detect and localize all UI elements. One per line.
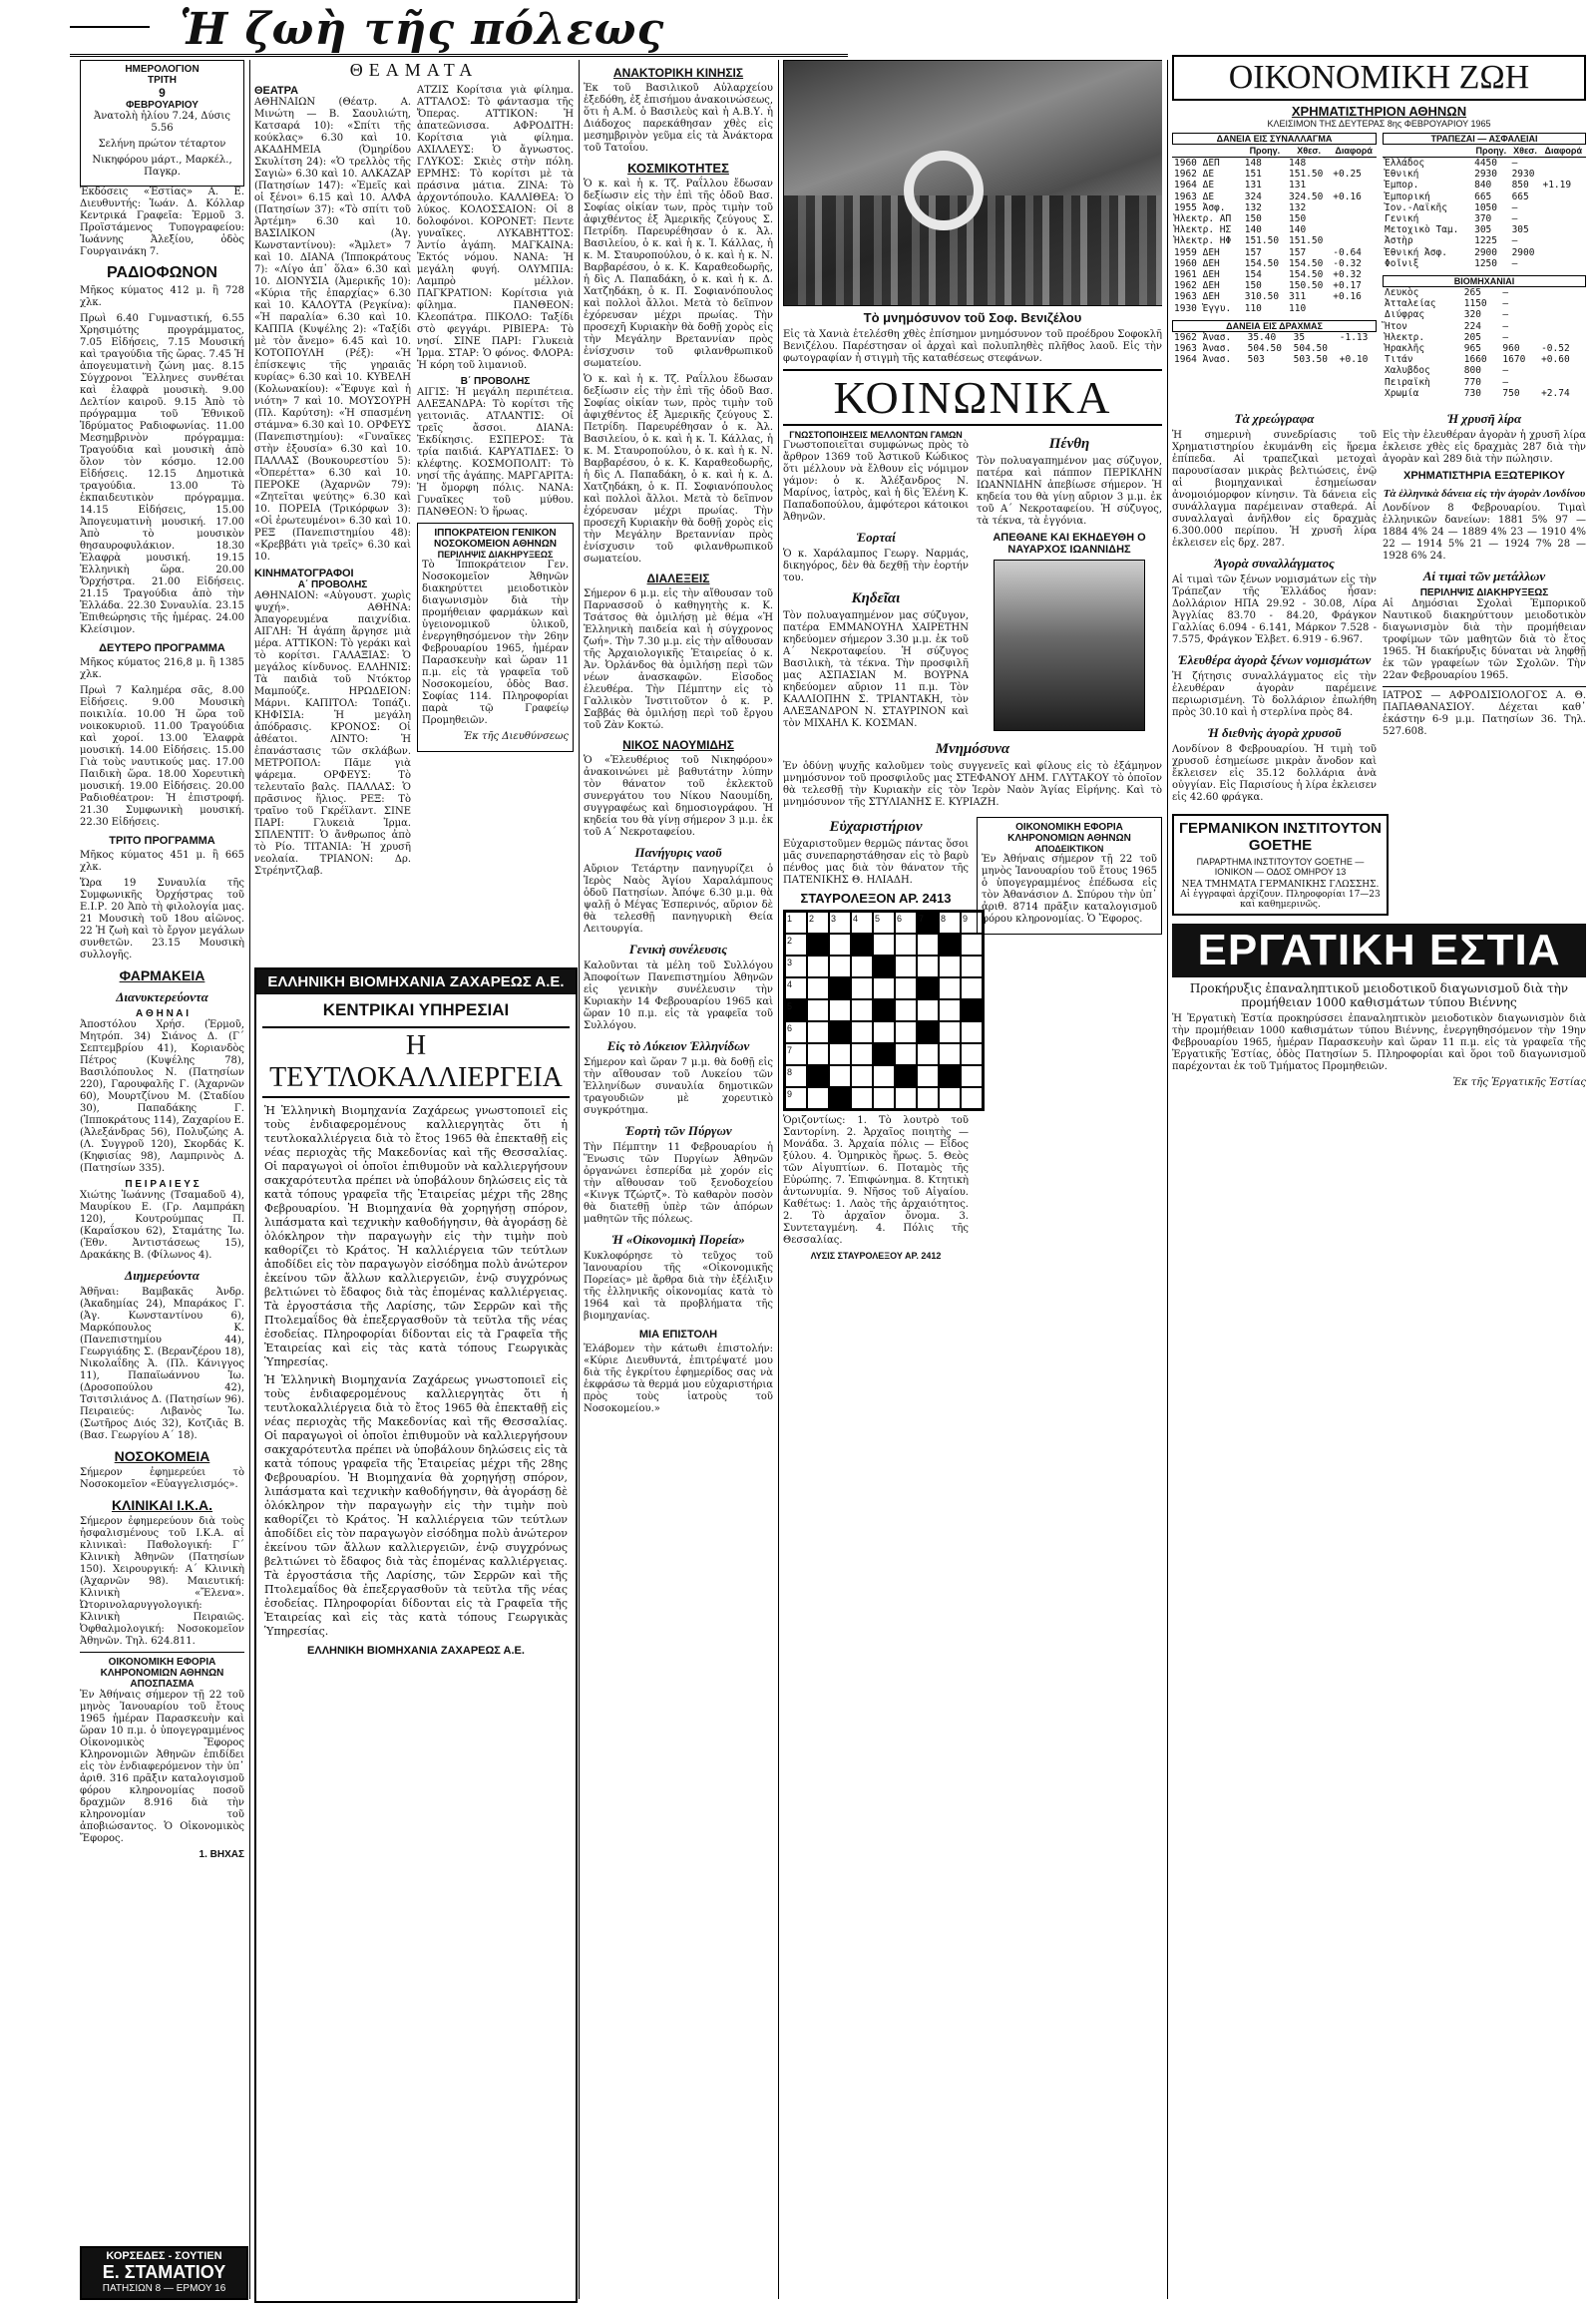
gold-market-text: Λονδίνον 8 Φεβρουαρίου. Ἡ τιμὴ τοῦ χρυσοῦ ἐσημείωσε μικρὰν ἄνοδον καὶ ἔκλεισεν εἰς 35.12 δολλάρια ἀνὰ οὐγγίαν. Εἰς Παρισίους ἡ λίρα ἐκλεισεν εἰς 42.60 φράγκα. [1172,744,1377,804]
table-row: 1962 ΔΕ 151 151.50 +0.25 [1174,169,1362,181]
crossword-cell [939,977,961,999]
society-heading: ΚΟΣΜΙΚΟΤΗΤΕΣ [627,161,729,176]
free-market-text: Ἡ ζήτησις συναλλάγματος εἰς τὴν ἐλευθέραν ἀγορὰν παρέμεινε περιωρισμένη. Τὸ δολλάριον ἐπωλήθη πρὸς 30.10 καὶ ἡ στερλίνα πρὸς 84. [1172,671,1377,719]
crossword-cell: 3 [785,956,807,977]
table-row: 1964 ΔΕ 131 131 [1174,180,1307,192]
column-4 [783,60,1162,2304]
crossword-cell [829,956,851,977]
crossword-heading: ΣΤΑΥΡΟΛΕΞΟΝ ΑΡ. 2413 [800,891,952,906]
crossword-cell [895,934,917,956]
tender-text: Αἱ Δημόσιαι Σχολαὶ Ἐμπορικοῦ Ναυτικοῦ διακηρύττουν μειοδοτικὸν διαγωνισμὸν διὰ τὴν προμήθειαν τροφίμων τῶν μαθητῶν διὰ τὸ ἔτος 1965. Ἡ διακήρυξις δύναται νὰ ληφθῇ ἐκ τῶν γραφείων τῶν Σχολῶν. Τὴν 22αν Φεβρουαρίου 1965. [1383,598,1586,682]
table-row: Ἰον.-Λαϊκῆς 1050 — [1385,201,1518,213]
photo-wreath [904,151,984,230]
table-row: 1960 ΔΕΠ 148 148 [1174,158,1307,169]
goethe-subtitle: ΠΑΡΑΡΤΗΜΑ ΙΝΣΤΙΤΟΥΤΟΥ GOETHE — ΙΟΝΙΚΟΝ — ΟΔΟΣ ΟΜΗΡΟΥ 13 [1196,857,1365,878]
feast-heading: Πανήγυρις ναοῦ [634,845,722,860]
col-yest: Χθεσ. [1287,145,1331,158]
calendar-saints: Νικηφόρου μάρτ., Μαρκέλ., Παγκρ. [92,155,232,178]
calendar-day-name: ΤΡΙΤΗ [148,75,177,86]
economic-life-title: ΟΙΚΟΝΟΜΙΚΗ ΖΩΗ [1172,55,1586,101]
table-row: Λευκὸς 265 — [1385,287,1509,299]
banks-heading: ΤΡΑΠΕΖΑΙ — ΑΣΦΑΛΕΙΑΙ [1383,133,1586,145]
namedays-heading: Ἑορταί [856,530,896,545]
table-row: 1930 Ἐγγυ. 110 110 [1174,302,1307,314]
crossword-cell [851,1043,873,1065]
crossword-cell [873,956,895,977]
crossword-cell: 5 [785,999,807,1021]
pharmacies-heading: ΦΑΡΜΑΚΕΙΑ [119,967,205,983]
table-row: Ἡλεκτρ. ΗΦ 151.50 151.50 [1174,235,1324,247]
crossword-cell [895,999,917,1021]
radio-program: Πρωὶ 6.40 Γυμναστική, 6.55 Χρησιμότης προγράμματος, 7.05 Εἰδήσεις, 7.15 Μουσική καὶ τραγούδια τῆς ὥρας. 7.45 Ἡ ἀπογευματινὴ ζώνη μας. 8.15 Σύγχρονοι Ἕλληνες συνθέται καὶ ἑλαφρὰ μουσικὴ. 9.00 Δελτίον καιροῦ. 9.15 Ἀπὸ τὸ πρόγραμμα τοῦ Ἐθνικοῦ Ἱδρύματος Ραδιοφωνίας. 11.00 Μεσημβρινὸν πρόγραμμα: Τραγούδια καὶ μουσικὴ ἀπὸ ὅλον τὸν κόσμο. 12.00 Εἰδήσεις. 12.15 Δημοτικὰ τραγούδια. 13.00 Τὸ ἐκπαιδευτικὸν πρόγραμμα. 14.15 Εἰδήσεις, 15.00 Ἀπογευματινὴ μουσική. 17.00 Ἀπὸ τὸ μουσικὸν θησαυροφυλάκιον. 18.30 Ἑλαφρὰ μουσική. 19.15 Ἐλληνικὴ ὥρα. 20.00 Ὄρχήστρα. 21.00 Εἰδήσεις. 21.15 Τραγούδια ἀπὸ τὴν Ἑλλάδα. 22.30 Συναυλία. 23.15 Ἐπιθεώρησις τῆς ἡμέρας. 24.00 Κλείσιμον. [80,313,244,635]
crossword-cell [851,1065,873,1087]
crossword-cell [873,977,895,999]
crossword-grid [783,910,985,1111]
calendar-month: ΦΕΒΡΟΥΑΡΙΟΥ [126,100,199,111]
stock-exchange-subheading: ΚΛΕΙΣΙΜΟΝ ΤΗΣ ΔΕΥΤΕΡΑΣ 8ης ΦΕΒΡΟΥΑΡΙΟΥ 1965 [1267,119,1491,129]
doctor-notice: ΙΑΤΡΟΣ — ΑΦΡΟΔΙΣΙΟΛΟΓΟΣ Α. Θ. ΠΑΠΑΘΑΝΑΣΙΟΥ. Δέχεται καθ᾽ ἑκάστην 6-9 μ.μ. Πατησίων 36. Τηλ. 527.608. [1383,686,1586,738]
stock-exchange-heading: ΧΡΗΜΑΤΙΣΤΗΡΙΟΝ ΑΘΗΝΩΝ [1291,104,1467,119]
pharmacies-athens-heading: Α Θ Η Ν Α Ι [136,1008,189,1019]
crossword-cell [851,1087,873,1109]
tax-office-text: Ἐν Ἀθήναις σήμερον τῇ 22 τοῦ μηνὸς Ἰανουαρίου τοῦ ἔτους 1965 ἡμέραν Παρασκευὴν καὶ ὥραν 10 π.μ. ὁ ὑπογεγραμμένος Οἰκονομικὸς Ἔφορος Κληρονομιῶν Ἀθηνῶν ἐπιδίδει εἰς τὸν ἐνδιαφερόμενον τὴν ὑπ᾽ ἀριθ. 316 πρᾶξιν καταλογισμοῦ φόρου κληρονομίας ποσοῦ δραχμῶν 8.916 διὰ τὴν κληρονομίαν τοῦ ἀποβιώσαντος. Ὁ Οἰκονομικὸς Ἔφορος. [80,1690,244,1844]
column-3 [584,60,773,2304]
london-loans-heading: Τὰ ἑλληνικὰ δάνεια εἰς τὴν ἀγορὰν Λονδίνου [1383,488,1586,501]
gold-sovereign-heading: Ἡ χρυσῆ λίρα [1446,411,1522,427]
crossword-cell [939,1065,961,1087]
table-row: Ἑλλάδος 4450 — [1385,158,1518,169]
calendar-day-number: 9 [159,86,166,100]
mourning-heading: Πένθη [1048,436,1090,452]
palace-news-heading: ΑΝΑΚΤΟΡΙΚΗ ΚΙΝΗΣΙΣ [612,66,744,80]
radio-frequency: Μῆκος κύματος 412 μ. ἢ 728 χλκ. [80,285,244,308]
workers-hearth-text: Ἡ Ἐργατικὴ Ἑστία προκηρύσσει ἐπαναληπτικὸν μειοδοτικὸν διαγωνισμὸν διὰ τὴν προμήθειαν 1000 καθισμάτων τύπου Βιέννης, ἐνεργηθησόμενον τὴν 19ην Φεβρουαρίου 1965, ἡμέραν Παρασκευὴν καὶ ὥραν 11 π.μ. εἰς τὰ γραφεῖα τῆς Ἐργατικῆς Ἑστίας, ὁδὸς Πατησίων 5. Πληροφορίαι καὶ ὅροι τοῦ διαγωνισμοῦ παρέχονται ἐκ τοῦ Τμήματος Προμηθειῶν. [1172,1013,1586,1073]
pharmacies-piraeus: Χιώτης Ἰωάννης (Τσαμαδοῦ 4), Μαυρίκου Ε. (Γρ. Λαμπράκη 120), Κουτρούμπας Π. (Καραΐσκου 62), Σταμάτης Ἰω. (Ἐθν. Ἀντιστάσεως 15), Δρακάκης Β. (Φίλωνος 4). [80,1190,244,1261]
crossword-cell [895,1065,917,1087]
hospital-notice-text: Τὸ Ἱπποκράτειον Γεν. Νοσοκομεῖον Ἀθηνῶν διακηρύττει μειοδοτικὸν διαγωνισμὸν διὰ τὴν προμήθειαν φαρμάκων καὶ ὑγειονομικοῦ ὑλικοῦ, ἐνεργηθησόμενον τὴν 26ην Φεβρουαρίου 1965, ἡμέραν Παρασκευὴν καὶ ὥραν 11 π.μ. εἰς τὰ γραφεῖα τοῦ Νοσοκομείου, ὁδὸς Βασ. Σοφίας 114. Πληροφορίαι παρὰ τῷ Γραφείῳ Προμηθειῶν. [422,560,569,726]
hospital-notice [417,523,574,752]
col-diff: Διαφορά [1331,145,1377,158]
tax-notice-text: Ἐν Ἀθήναις σήμερον τῇ 22 τοῦ μηνὸς Ἰανουαρίου τοῦ ἔτους 1965 ὁ ὑπογεγραμμένος ἐπέδωσα εἰς τὸν Ἀθανάσιον Δ. Σπύρου τὴν ὑπ᾽ ἀριθ. 8714 πρᾶξιν καταλογισμοῦ φόρου κληρονομίας. Ὁ Ἔφορος. [982,854,1157,925]
banks-table: Προηγ. Χθεσ. Διαφορά Ἑλλάδος 4450 — Ἐθνική 2930 2930 Ἐμπορ. 840 850 +1.19 Ἐμπορική 665 665 Ἰον.-Λαϊκῆς 1050 — Γενική 370 — Μετοχικὸ Ταμ. 305 305 Ἀστὴρ 1225 — Ἐθνική Ἀσφ. 2900 2900 Φοῖνιξ 1250 — [1383,145,1586,269]
table-row: Γενική 370 — [1385,213,1518,225]
metals-heading: Αἱ τιμαὶ τῶν μετάλλων [1422,569,1546,584]
table-row: Ἀτταλείας 1150 — [1385,298,1509,310]
crossword-cell [939,956,961,977]
workers-hearth-title: ΕΡΓΑΤΙΚΗ ΕΣΤΙΑ [1172,924,1586,977]
crossword-cell: 3 [829,912,851,934]
crossword-cell [895,956,917,977]
drachma-loans-table [1172,332,1377,366]
first-run-list: ΑΘΗΝΑΙΟΝ: «Αὐγουστ. χωρὶς ψυχή». ΑΘΗΝΑ: Ἀπαγορευμένα παιχνίδια. ΑΙΓΛΗ: Ἡ ἀγάπη ἄργησε μιὰ μέρα. ΑΤΤΙΚΟΝ: Τὸ γεράκι καὶ τὸ κορίτσι. ΓΑΛΑΞΙΑΣ: Ὁ μεγάλος κίνδυνος. ΕΛΛΗΝΙΣ: Τὰ παιδιὰ τοῦ Ντόκτορ Μαμπούζε. ΗΡΩΔΕΙΟΝ: Μάρνι. ΚΑΠΙΤΟΛ: Τοπάζι. ΚΗΦΙΣΙΑ: Ἡ μεγάλη ἀπόδρασις. ΚΡΟΝΟΣ: Οἱ ἀθέατοι. ΛΙΝΤΟ: Ἡ ἐπανάστασις τῶν σκλάβων. ΜΕΤΡΟΠΟΛ: Πᾶμε γιὰ ψάρεμα. ΟΡΦΕΥΣ: Τὸ τελευταῖο βαλς. ΠΑΛΛΑΣ: Ὁ πρᾶσινος ἥλιος. ΡΕΞ: Τὸ τραῖνο τοῦ Γκρέϊλαντ. ΣΙΝΕ ΠΑΡΙ: Γλυκειὰ Ἰρμα. ΣΠΛΕΝΤΙΤ: Ὁ ἄνθρωπος ἀπὸ τὸ Ρίο. ΤΙΤΑΝΙΑ: Ἡ χρυσῆ νεολαία. ΤΡΙΑΝΟΝ: Δρ. Στρέηντζλαβ. [254,590,411,877]
palace-news-text: Ἐκ τοῦ Βασιλικοῦ Αὐλαρχείου ἐξεδόθη, ἐξ ἐπισήμου ἀνακοινώσεως, ὅτι ἡ Α.Μ. ὁ Βασιλεὺς καὶ ἡ Α.Β.Υ. ἡ Διάδοχος παρεκάθησαν χθὲς εἰς μεσημβρινὸν γεῦμα εἰς τὰ Ἀνάκτορα τοῦ Τατοΐου. [584,83,773,154]
securities-heading: Τὰ χρεώγραφα [1234,411,1315,427]
crossword-cell [851,977,873,999]
crossword-cell [895,1043,917,1065]
memorials-heading: Μνημόσυνα [935,741,1010,757]
hospitals-heading: ΝΟΣΟΚΟΜΕΙΑ [114,1448,210,1464]
crossword-cell: 7 [785,1043,807,1065]
column-5 [1172,55,1586,2299]
crossword-cell: 1 [785,912,807,934]
crossword-cell [873,1087,895,1109]
fx-loans-table [1172,145,1377,314]
crossword-cell [807,1065,829,1087]
industries-table [1383,287,1586,399]
obituary-heading: ΝΙΚΟΣ ΝΑΟΥΜΙΔΗΣ [622,738,734,752]
crossword-cell [917,1043,939,1065]
free-market-heading: Ἐλευθέρα ἀγορὰ ξένων νομισμάτων [1177,652,1372,668]
memorial-text: Εἰς τὰ Χανιὰ ἐτελέσθη χθὲς ἐπίσημον μνημόσυνον τοῦ προέδρου Σοφοκλῆ Βενιζέλου. Παρέστησαν οἱ ἀρχαὶ καὶ πολυπληθὲς πλῆθος λαοῦ. Εἰς τὴν φωτογραφίαν ἡ στιγμὴ τῆς καταθέσεως στεφάνων. [783,329,1162,364]
second-run-heading: Β΄ ΠΡΟΒΟΛΗΣ [460,376,531,387]
hospital-notice-signature: Ἐκ τῆς Διευθύνσεως [463,731,569,742]
workers-hearth-signature: Ἐκ τῆς Ἐργατικῆς Ἑστίας [1452,1077,1586,1089]
lyceum-text: Σήμερον καὶ ὥραν 7 μ.μ. θὰ δοθῇ εἰς τὴν αἴθουσαν τοῦ Λυκείου τῶν Ἑλληνίδων συναυλία δημοτικῶν τραγουδιῶν μὲ χορευτικὸ συγκρότημα. [584,1057,773,1116]
theatres-list: ΑΘΗΝΑΙΩΝ (Θέατρ. Α. Μινώτη — Β. Σαουλιώτη, Κατσαρά 10): «Σπίτι τῆς κούκλας» 6.30 καὶ 10. ΑΚΑΔΗΜΕΙΑ (Ὀμηρίδου Σκυλίτση 24): «Ὁ τρελλὸς τῆς Σαγιὼ» 6.30 καὶ 10. ΑΛΚΑΖΑΡ (Πατησίων 147): «Ἐμεῖς καὶ οἱ ξένοι» 6.15 καὶ 10. ΑΛΦΑ (Πατησίων 37): «Τὸ σπίτι τοῦ Ἀρτέμη» 6.30 καὶ 10. ΒΑΣΙΛΙΚΟΝ (Ἀγ. Κωνσταντίνου): «Ἄμλετ» 7 καὶ 10. ΔΙΑΝΑ (Ἱπποκράτους 7): «Λίγο ἀπ᾽ ὅλα» 6.30 καὶ 10. ΔΙΟΝΥΣΙΑ (Ἀμερικῆς 10): «Κύρια τῆς ἐπαρχίας» 6.30 καὶ 10. ΚΑΛΟΥΤΑ (Ρεγκίνα): «Ἡ παραλία» 6.30 καὶ 10. ΚΑΠΠΑ (Κυψέλης 2): «Ταξίδι μὲ τὸν ἄνεμο» 6.45 καὶ 10. ΚΟΤΟΠΟΥΛΗ (Ρέξ): «Ἡ ἐπίσκεψις τῆς γηραιᾶς κυρίας» 6.30 καὶ 10. ΚΥΒΕΛΗ (Κολωνακίου): «Ἔφυγε καὶ ἡ νιότη» 7 καὶ 10. ΜΟΥΣΟΥΡΗ (Πλ. Καρύτση): «Ἡ σπασμένη στάμνα» 6.30 καὶ 10. ΟΡΦΕΥΣ (Πανεπιστημίου): «Γυναῖκες στὴν ἐξουσία» 6.30 καὶ 10. ΠΑΛΛΑΣ (Βουκουρεστίου 5): «Ὀπερέττα» 6.30 καὶ 10. ΠΕΡΟΚΕ (Ἀχαρνῶν 79): «Ζητεῖται ψεύτης» 6.30 καὶ 10. ΠΟΡΕΙΑ (Τρικόρφων 3): «Οἱ ἐρωτευμένοι» 6.30 καὶ 10. ΡΕΞ (Πανεπιστημίου 48): «Κρεββάτι γιὰ τρεῖς» 6.30 καὶ 10. [254,97,411,563]
calendar-box [80,60,244,187]
col-prev: Προηγ. [1243,145,1287,158]
crossword-cell [807,1087,829,1109]
crossword-cell [829,1021,851,1043]
first-run-heading: Α΄ ΠΡΟΒΟΛΗΣ [297,579,368,590]
crossword-cell [873,1021,895,1043]
crossword-cell [829,977,851,999]
third-program-heading: ΤΡΙΤΟ ΠΡΟΓΡΑΜΜΑ [109,835,215,847]
table-row: 1962 Ἀνασ. 35.40 35 -1.13 [1174,331,1369,343]
crossword-cell [829,1065,851,1087]
table-row: Χαλυβδος 800 — [1385,365,1509,377]
corset-ad-line3: ΠΑΤΗΣΙΩΝ 8 — ΕΡΜΟΥ 16 [102,2283,226,2294]
third-program-text: Ὥρα 19 Συναυλία τῆς Συμφωνικῆς Ὀρχήστρας τοῦ Ε.Ι.Ρ. 20 Ἀπὸ τὴ φιλολογία μας. 21 Μουσικὴ τοῦ 18ου αἰῶνος. 22 Ἡ ζωὴ καὶ τὸ ἔργον μεγάλων συνθετῶν. 23.15 Μουσικὴ συλλογῆς. [80,878,244,961]
lyceum-heading: Εἰς τὸ Λύκειον Ἑλληνίδων [606,1038,750,1053]
crossword-cell [807,1043,829,1065]
memorial-caption: Τὸ μνημόσυνον τοῦ Σοφ. Βενιζέλου [863,310,1082,325]
second-program-text: Πρωὶ 7 Καλημέρα σᾶς, 8.00 Εἰδήσεις. 9.00 Μουσικὴ ποικιλία. 10.00 Ἡ ὥρα τοῦ νοικοκυριοῦ. 11.00 Τραγούδια καὶ χοροί. 13.00 Ἑλαφρὰ μουσική. 14.00 Εἰδήσεις. 15.00 Γιὰ τοὺς ναυτικούς μας. 17.00 Παιδικὴ ὥρα. 18.00 Χορευτικὴ μουσική. 19.00 Εἰδήσεις. 20.00 Ραδιοθέατρον: Ἡ ἐπιστροφή. 21.30 Συμφωνικὴ μουσική. 22.30 Εἰδήσεις. [80,685,244,828]
crossword-cell [917,977,939,999]
crossword-cell [829,1087,851,1109]
crossword-cell [873,934,895,956]
crossword-cell [829,934,851,956]
lectures-text: Σήμερον 6 μ.μ. εἰς τὴν αἴθουσαν τοῦ Παρνασσοῦ ὁ καθηγητὴς κ. Κ. Τσάτσος θὰ ὁμιλήσῃ μὲ θέμα «Ἡ Ἑλληνικὴ παιδεία καὶ ἡ σύγχρονος ζωή». Τὴν 7.30 μ.μ. εἰς τὴν αἴθουσαν τῆς Ἀρχαιολογικῆς Ἑταιρείας ὁ κ. Ἀν. Ὀρλάνδος θὰ ὁμιλήσῃ περὶ τῶν νέων ἀνασκαφῶν. Εἰσοδος ἐλευθέρα. Τὴν Πέμπτην εἰς τὸ Γαλλικὸν Ἰνστιτοῦτον ὁ κ. Ρ. Σαββάς θὰ ὁμιλήσῃ περὶ τοῦ ἔργου τοῦ Ζὰν Κοκτώ. [584,588,773,731]
society-text-continued: Ὁ κ. καὶ ἡ κ. Τζ. Ραΐλλου ἔδωσαν δεξίωσιν εἰς τὴν ἐπὶ τῆς ὁδοῦ Βασ. Σοφίας οἰκίαν των, πρὸς τιμὴν τοῦ ἀφιχθέντος ἐξ Ἀμερικῆς ζεύγους Σ. Πετρίδη. Παρευρέθησαν ὁ κ. Ἀλ. Βασιλείου, ὁ κ. καὶ ἡ κ. Ἰ. Κάλλας, ἡ κ. Μ. Σταυροπούλου, ὁ κ. καὶ ἡ κ. Ν. Βαρβαρέσου, ὁ κ. Κ. Καραθεοδωρῆς, ἡ δὶς Λ. Παπαδάκη, ὁ κ. καὶ ἡ κ. Δ. Χατζηδάκη, ὁ κ. Π. Σοφιανόπουλος καὶ πολλοὶ ἄλλοι. Μετὰ τὸ δεῖπνον ἐχόρευσαν μέχρι πρωίας. Τὴν προσεχῆ Κυριακὴν θὰ δοθῇ χορὸς εἰς τὴν Μεγάλην Βρεταννίαν πρὸς ἐνίσχυσιν τοῦ φιλανθρωπικοῦ σωματείου. [584,374,773,565]
goethe-text: ΝΕΑ ΤΜΗΜΑΤΑ ΓΕΡΜΑΝΙΚΗΣ ΓΛΩΣΣΗΣ. Αἱ ἐγγραφαὶ ἀρχίζουν. Πληροφορίαι 17—23 καὶ καθημερινῶς. [1180,880,1381,911]
crossword-cell [917,1087,939,1109]
goethe-title: ΓΕΡΜΑΝΙΚΟΝ ΙΝΣΤΙΤΟΥΤΟΝ GOETHE [1178,820,1383,855]
table-row: 1961 ΔΕΗ 154 154.50 +0.32 [1174,269,1362,281]
table-row: Μετοχικὸ Ταμ. 305 305 [1385,224,1529,236]
crossword-cell: 6 [895,912,917,934]
tax-notice-heading: ΟΙΚΟΝΟΜΙΚΗ ΕΦΟΡΙΑ ΚΛΗΡΟΝΟΜΙΩΝ ΑΘΗΝΩΝ [1007,822,1131,844]
mourning-text: Τὸν πολυαγαπημένον μας σύζυγον, πατέρα καὶ πάππον ΠΕΡΙΚΛΗΝ ΙΩΑΝΝΙΔΗΝ ἀπεβίωσε σήμερον. Ἡ κηδεία του θὰ γίνῃ αὔριον 3 μ.μ. ἐκ τοῦ Α΄ Νεκροταφείου. Ἡ σύζυγος, τὰ τέκνα, τὰ ἐγγόνια. [977,456,1162,527]
crossword-cell [917,1065,939,1087]
crossword-cell: 9 [785,1087,807,1109]
crossword-cell [939,999,961,1021]
column-2 [254,60,574,958]
industries-heading: ΒΙΟΜΗΧΑΝΙΑΙ [1383,275,1586,287]
table-row: Φοῖνιξ 1250 — [1385,257,1518,269]
economic-review-heading: Ἡ «Οἰκονομικὴ Πορεία» [611,1232,745,1247]
crossword-cell [851,999,873,1021]
hospital-notice-subheading: ΠΕΡΙΛΗΨΙΣ ΔΙΑΚΗΡΥΞΕΩΣ [437,550,554,560]
publisher-note: Ἐκδόσεις «Ἑστίας» Α. Ε. Διευθυντής: Ἰωάν. Δ. Κόλλαρ Κεντρικά Γραφεῖα: Ἑρμοῦ 3. Προϊστάμενος Τυπογραφείου: Ἰωάννης Ἀλεξίου, ὁδὸς Γουργαινάκη 7. [80,187,244,257]
cinemas-list-continued: ΑΤΖΙΣ Κορίτσια γιὰ φίλημα. ΑΤΤΑΛΟΣ: Τὸ φάντασμα τῆς Ὄπερας. ΑΤΤΙΚΟΝ: Ἡ ἀπατεῶνισσα. ΑΦΡΟΔΙΤΗ: Κορίτσια γιὰ φίλημα. ΑΧΙΛΛΕΥΣ: Ὁ ἄγνωστος. ΓΛΥΚΟΣ: Σκιὲς στὴν πόλη. ΕΡΜΗΣ: Τὸ κορίτσι μὲ τὰ πράσινα μάτια. ΖΙΝΑ: Τὸ ἀρχοντόπουλο. ΚΑΛΛΙΘΕΑ: Ὁ λύκος. ΚΟΛΟΣΣΑΙΟΝ: Οἱ 8 δολοφόνοι. ΚΟΡΟΝΕΤ: Πεντε γυναῖκες. ΛΥΚΑΒΗΤΤΟΣ: Ἀντίο ἀγάπη. ΜΑΓΚΑΙΝΑ: Ἐκτός νόμου. ΝΑΝΑ: Ἡ μεγάλη φυγή. ΟΛΥΜΠΙΑ: Λαμπρὸ μέλλον. ΠΑΓΚΡΑΤΙΟΝ: Κορίτσια γιὰ φίλημα. ΠΑΝΘΕΟΝ: Κλεοπάτρα. ΠΙΚΟΛΟ: Ταξίδι στὸ φεγγάρι. ΡΙΒΙΕΡΑ: Τὸ νησί. ΣΙΝΕ ΠΑΡΙ: Γλυκειὰ Ἰρμα. ΣΤΑΡ: Ὁ φόνος. ΦΛΟΡΑ: Ἡ κόρη τοῦ λιμανιοῦ. [417,85,574,371]
drachma-loans-heading: ΔΑΝΕΙΑ ΕΙΣ ΔΡΑΧΜΑΣ [1172,320,1377,332]
table-row: Ἐμπορική 665 665 [1385,191,1529,202]
crossword-cell [917,1021,939,1043]
crossword-clues: Ὁριζοντίως: 1. Τὸ λουτρὸ τοῦ Σαντορίνη. 2. Ἀρχαῖος ποιητὴς — Μονάδα. 3. Ἀρχαία πόλις — Εἶδος ξύλου. 4. Ὁμηρικὸς ἥρως. 5. Θεὸς τῶν Αἰγυπτίων. 6. Ποταμὸς τῆς Εὐρώπης. 7. Ἐπιφώνημα. 8. Κτητικὴ ἀντωνυμία. 9. Νῆσος τοῦ Αἰγαίου. Καθέτως: 1. Λαὸς τῆς ἀρχαιότητος. 2. Τὸ ἀρχαῖον ὄνομα. 3. Συντεταγμένη. 4. Πόλις τῆς Θεσσαλίας. [783,1115,969,1246]
masthead-title: Ἡ ζωὴ τῆς πόλεως [180,4,665,55]
crossword-cell: 9 [961,912,983,934]
day-pharmacies-heading: Διημερεύοντα [125,1268,200,1283]
workers-hearth-subtitle: Προκήρυξις ἐπαναληπτικοῦ μειοδοτικοῦ διαγωνισμοῦ διὰ τὴν προμήθειαν 1000 καθισμάτων τύπου Βιέννης [1189,981,1569,1010]
table-row: Τιτάν 1660 1670 +0.60 [1385,354,1570,366]
crossword-cell [851,934,873,956]
crossword-cell: 4 [785,977,807,999]
assembly-heading: Γενικὴ συνέλευσις [628,942,728,957]
sugar-industry-ad [254,967,578,2303]
pyrgos-heading: Ἑορτὴ τῶν Πύργων [624,1123,732,1138]
sugar-ad-body: Ἡ Ἑλληνικὴ Βιομηχανία Ζαχάρεως γνωστοποιεῖ εἰς τοὺς ἐνδιαφερομένους καλλιεργητὰς ὅτι ἡ τευτλοκαλλιέργεια διὰ τὸ ἔτος 1965 θὰ ἐπεκταθῇ εἰς νέας περιοχὰς τῆς Μακεδονίας καὶ τῆς Θεσσαλίας. Οἱ παραγωγοὶ οἱ ὁποῖοι ἐπιθυμοῦν νὰ καλλιεργήσουν σακχαρότευτλα πρέπει νὰ ὑποβάλουν δηλώσεις εἰς τὰ κατὰ τόπους γραφεῖα τῆς Ἐταιρείας μέχρι τῆς 28ης Φεβρουαρίου. Ἡ Βιομηχανία θὰ χορηγήσῃ σπόρον, λιπάσματα καὶ τεχνικὴν καθοδήγησιν, θὰ ἀγοράσῃ δὲ ὁλόκληρον τὴν παραγωγὴν εἰς τὴν τιμὴν ποὺ καθορίζει τὸ Κράτος. Ἡ καλλιέργεια τῶν τεύτλων ἀποδίδει εἰς τὸν παραγωγὸν εἰσόδημα πολὺ ἀνώτερον ἐκείνου τῶν ἄλλων καλλιεργειῶν, ἐνῷ συγχρόνως βελτιώνει τὸ ἔδαφος διὰ τὰς ἑπομένας καλλιέργειας. Τὰ ἐργοστάσια τῆς Λαρίσης, τῶν Σερρῶν καὶ τῆς Πτολεμαΐδος θὰ ἐπεξεργασθοῦν τὰ τεῦτλα τῆς νέας ἐσοδείας. Πληροφορίαι δίδονται εἰς τὰ Γραφεῖα τῆς Ἐταιρείας καὶ εἰς τὰς κατὰ τόπους Γεωργικὰς Ὑπηρεσίας. [264,1104,568,1368]
crossword-cell [807,934,829,956]
foreign-exchange-text: Αἱ τιμαὶ τῶν ξένων νομισμάτων εἰς τὴν Τράπεζαν τῆς Ἑλλάδος ἦσαν: Δολλάριον ΗΠΑ 29.92 - 30.08, Λίρα Ἀγγλίας 83.70 - 84.20, Φράγκον Γαλλίας 6.094 - 6.141, Μάρκον 7.528 - 7.575, Φράγκον Ἑλβετ. 6.919 - 6.967. [1172,575,1377,646]
column-1 [80,60,244,2309]
tax-office-signature: 1. ΒΗΧΑΣ [199,1849,244,1860]
ika-clinics-text: Σήμερον ἐφημερεύουν διὰ τοὺς ἠσφαλισμένους τοῦ Ι.Κ.Α. αἱ κλινικαὶ: Παθολογική: Γ΄ Κλινικὴ Ἀθηνῶν (Πατησίων 150). Χειρουργική: Α΄ Κλινικὴ (Ἀχαρνῶν 98). Μαιευτική: Κλινικὴ «Ἔλενα». Ὠτορινολαρυγγολογική: Κλινικὴ Πειραιῶς. Ὀφθαλμολογική: Νοσοκομεῖον Ἀθηνῶν. Τηλ. 624.811. [80,1516,244,1647]
table-row: Πειραϊκὴ 770 — [1385,376,1509,388]
table-row: Διύφρας 320 — [1385,309,1509,321]
crossword-cell [939,1043,961,1065]
table-row: Ἥτον 224 — [1385,320,1509,332]
column-divider [579,60,580,2299]
radio-heading: ΡΑΔΙΟΦΩΝΟΝ [107,264,217,281]
assembly-text: Καλοῦνται τὰ μέλη τοῦ Συλλόγου Ἀποφοίτων Πανεπιστημίου Ἀθηνῶν εἰς γενικὴν συνέλευσιν τὴν Κυριακὴν 14 Φεβρουαρίου 1965 καὶ ὥραν 10 π.μ. εἰς τὰ γραφεῖα τοῦ Συλλόγου. [584,961,773,1031]
corset-ad [80,2246,248,2300]
fx-loans-heading: ΔΑΝΕΙΑ ΕΙΣ ΣΥΝΑΛΛΑΓΜΑ [1172,133,1377,145]
pharmacies-athens: Ἀποστόλου Χρήσ. (Ἑρμοῦ, Μητρόπ. 34) Σιάνος Δ. (Γ΄ Σεπτεμβρίου 41), Κοριανδὸς Πέτρος (Κυψέλης 78), Βασιλόπουλος Ν. (Πατησίων 220), Γαρουφαλῆς Γ. (Ἀχαρνῶν 60), Μουρτζίνου Μ. (Σταδίου 30), Παπαδάκης Γ. (Ἰπποκράτους 114), Ζαχαρίου Ε. (Ἀλεξάνδρας 56), Πολυζώης Α. (Λ. Συγγροῦ 120), Σκορδάς Κ. (Κηφισίας 98), Λαμπρινὸς Δ. (Πατησίων 335). [80,1019,244,1174]
weddings-heading: ΓΝΩΣΤΟΠΟΙΗΣΕΙΣ ΜΕΛΛΟΝΤΩΝ ΓΑΜΩΝ [789,430,963,440]
pharmacies-subheading: Διανυκτερεύοντα [116,989,208,1004]
crossword-cell [873,999,895,1021]
calendar-heading: ΗΜΕΡΟΛΟΓΙΟΝ [125,64,200,75]
letter-text: Ἐλάβομεν τὴν κάτωθι ἐπιστολήν: «Κύριε Διευθυντά, ἐπιτρέψατέ μου διὰ τῆς ἐγκρίτου ἐφημερίδος σας νὰ ἐκφράσω τὰ θερμά μου εὐχαριστήρια πρὸς τοὺς ἰατροὺς τοῦ Νοσοκομείου.» [584,1344,773,1414]
economic-review-text: Κυκλοφόρησε τὸ τεῦχος τοῦ Ἰανουαρίου τῆς «Οἰκονομικῆς Πορείας» μὲ ἄρθρα διὰ τὴν ἐξέλιξιν τῆς ἑλληνικῆς οἰκονομίας κατὰ τὸ 1964 καὶ τὰ προβλήματα τῆς βιομηχανίας. [584,1251,773,1322]
funerals-heading: Κηδεῖαι [851,590,901,606]
theatres-heading: ΘΕΑΤΡΑ [254,85,299,97]
weddings-text: Γνωστοποιεῖται συμφώνως πρὸς τὸ ἄρθρον 1369 τοῦ Ἀστικοῦ Κώδικος ὅτι μέλλουν νὰ ἔλθουν εἰς νόμιμον γάμον: ὁ κ. Ἀλέξανδρος Ν. Μαρίνος, ἰατρὸς, καὶ ἡ δὶς Ἑλένη Κ. Παπαδοπούλου, ἀμφότεροι κάτοικοι Ἀθηνῶν. [783,440,969,523]
crossword-cell: 5 [873,912,895,934]
memorial-photo [783,60,1162,306]
crossword-cell [917,999,939,1021]
crossword-cell [807,956,829,977]
sugar-ad-signature: ΕΛΛΗΝΙΚΗ ΒΙΟΜΗΧΑΝΙΑ ΖΑΧΑΡΕΩΣ Α.Ε. [307,1645,525,1657]
cinemas-heading: ΚΙΝΗΜΑΤΟΓΡΑΦΟΙ [254,568,354,579]
crossword-cell [873,1043,895,1065]
masthead-rule [70,54,848,57]
crossword-cell [807,977,829,999]
corset-ad-line1: ΚΟΡΣΕΔΕΣ - ΣΟΥΤΙΕΝ [106,2250,222,2262]
tax-office-subheading: ΑΠΟΣΠΑΣΜΑ [130,1679,195,1690]
day-pharmacies: Ἀθῆναι: Βαμβακᾶς Ἀνδρ. (Ἀκαδημίας 24), Μπαράκος Γ. (Ἀγ. Κωνσταντίνου 6), Μαρκόπουλος Κ. (Πανεπιστημίου 44), Γεωργιάδης Σ. (Βερανζέρου 18), Νικολαΐδης Ἀ. (Πλ. Κάνιγγος 11), Παπαϊωάννου Ἰω. (Δροσοπούλου 42), Τσιτσιλιάνος Δ. (Πατησίων 96). Πειραιεύς: Λιβανὸς Ἰω. (Σωτῆρος Διός 32), Κοτζιᾶς Β. (Βασ. Γεωργίου Α΄ 18). [80,1287,244,1441]
crossword-cell: 2 [785,934,807,956]
table-row: 1963 ΔΕΗ 310.50 311 +0.16 [1174,291,1362,303]
admiral-heading: ΑΠΕΘΑΝΕ ΚΑΙ ΕΚΗΔΕΥΘΗ Ο ΝΑΥΑΡΧΟΣ ΙΩΑΝΝΙΔΗΣ [993,532,1146,556]
funerals-text: Τὸν πολυαγαπημένον μας σύζυγον, πατέρα ΕΜΜΑΝΟΥΗΛ ΧΑΙΡΕΤΗΝ κηδεύομεν σήμερον 3.30 μ.μ. ἐκ τοῦ Α΄ Νεκροταφείου. Ἡ σύζυγος Βασιλικὴ, τὰ τέκνα. Τὴν προσφιλῆ μας ΑΣΠΑΣΙΑΝ Μ. ΒΟΥΡΝΑ κηδεύομεν αὔριον 11 π.μ. Τὸν ΚΑΛΛΙΟΠΗΝ Σ. ΤΡΙΑΝΤΑΚΗ, τὸν ΑΛΕΞΑΝΔΡΟΝ Ν. ΣΤΑΥΡΙΝΟΝ καὶ τὸν ΜΙΧΑΗΛ Κ. ΚΟΣΜΑΝ. [783,610,969,729]
hospitals-text: Σήμερον ἐφημερεύει τὸ Νοσοκομεῖον «Εὐαγγελισμός». [80,1467,244,1490]
table-row: 1963 Ἀνασ. 504.50 504.50 [1174,343,1328,355]
securities-text: Ἡ σημερινὴ συνεδρίασις τοῦ Χρηματιστηρίου ἐκυμάνθη εἰς ἥρεμα ἐπίπεδα. Αἱ τραπεζικαὶ μετοχαὶ παρουσίασαν μικρὰς βελτιώσεις, ἐνῷ αἱ βιομηχανικαὶ ἐσημείωσαν ἀνομοιόμορφον κίνησιν. Τὰ δάνεια εἰς συνάλλαγμα παρέμειναν σταθερά. Αἱ συναλλαγαὶ ἀνῆλθον εἰς δραχμὰς 6.300.000 περίπου. Ἡ χρυσῆ λίρα ἐκλεισεν εἰς δρχ. 287. [1172,430,1377,550]
table-row: Χρωμία 730 750 +2.74 [1385,387,1570,399]
sugar-ad-headline: Η ΤΕΥΤΛΟΚΑΛΛΙΕΡΓΕΙΑ [262,1026,570,1098]
table-row: Ἐθνική 2930 2930 [1385,169,1535,181]
calendar-moon: Σελήνη πρώτον τέταρτον [98,139,226,150]
feast-text: Αὔριον Τετάρτην πανηγυρίζει ὁ Ἱερὸς Ναὸς Ἁγίου Χαραλάμπους ὁδοῦ Πατησίων. Ἀπόψε 6.30 μ.μ. θὰ ψαλῇ ὁ Μέγας Ἑσπερινός, αὔριον δὲ θὰ τελεσθῇ πανηγυρικὴ Θεία Λειτουργία. [584,864,773,935]
masthead [0,0,1227,58]
crossword-cell [895,977,917,999]
memorials-text: Ἐν ὁδύνῃ ψυχῆς καλοῦμεν τοὺς συγγενεῖς καὶ φίλους εἰς τὸ ἑξάμηνον μνημόσυνον τοῦ προσφιλοῦς μας ΣΤΕΦΑΝΟΥ ΔΗΜ. ΓΛΥΤΑΚΟΥ τὸ ὁποῖον θὰ τελεσθῇ τὴν Κυριακὴν εἰς τὸν Ἱερὸν Ναὸν Ἁγίας Εἰρήνης. Καὶ τὸ μνημόσυνον τῆς ΣΤΥΛΙΑΝΗΣ Ε. ΚΥΡΙΑΖΗ. [783,761,1162,808]
crossword-cell [851,956,873,977]
third-program-frequency: Μῆκος κύματος 451 μ. ἢ 665 χλκ. [80,850,244,873]
column-divider [778,60,779,2299]
table-row: Ἀστὴρ 1225 — [1385,235,1518,247]
table-row: 1962 ΔΕΗ 150 150.50 +0.17 [1174,280,1362,292]
second-run-list: ΑΙΓΙΣ: Ἡ μεγάλη περιπέτεια. ΑΛΕΞΑΝΔΡΑ: Τὸ κορίτσι τῆς γειτονιᾶς. ΑΤΛΑΝΤΙΣ: Οἱ τρεῖς ἄσσοι. ΔΙΑΝΑ: Ἐκδίκησις. ΕΣΠΕΡΟΣ: Τὰ τρία παιδιά. ΚΑΡΥΑΤΙΔΕΣ: Ὁ κλέφτης. ΚΟΣΜΟΠΟΛΙΤ: Τὸ νησί τῆς ἀγάπης. ΜΑΡΓΑΡΙΤΑ: Ἡ ὄμορφη πόλις. ΝΑΝΑ: Γυναῖκες τοῦ μύθου. ΠΑΝΘΕΟΝ: Ὁ ἥρωας. [417,387,574,518]
second-program-frequency: Μῆκος κύματος 216,8 μ. ἢ 1385 χλκ. [80,657,244,680]
crossword-cell [939,934,961,956]
ika-clinics-heading: ΚΛΙΝΙΚΑΙ Ι.Κ.Α. [111,1497,213,1513]
crossword-cell [873,1065,895,1087]
crossword-cell [939,1021,961,1043]
gold-sovereign-text: Εἰς τὴν ἐλευθέραν ἀγορὰν ἡ χρυσῆ λίρα ἐκλεισε χθὲς εἰς δραχμὰς 287 διὰ τὴν ἀγορὰν καὶ 289 διὰ τὴν πώλησιν. [1383,430,1586,466]
table-row: 1955 Ἀσφ. 132 132 [1174,201,1307,213]
foreign-exchange-heading: Ἀγορὰ συναλλάγματος [1214,556,1335,572]
crossword-cell [917,934,939,956]
crossword-solution-heading: ΛΥΣΙΣ ΣΤΑΥΡΟΛΕΞΟΥ ΑΡ. 2412 [810,1251,942,1261]
crossword-cell: 6 [785,1021,807,1043]
table-row: 1959 ΔΕΗ 157 157 -0.64 [1174,246,1362,258]
tender-heading: ΠΕΡΙΛΗΨΙΣ ΔΙΑΚΗΡΥΞΕΩΣ [1419,587,1549,599]
table-row: Ἡρακλῆς 965 960 -0.52 [1385,343,1570,355]
crossword-cell: 8 [785,1065,807,1087]
goethe-ad [1172,814,1389,916]
sugar-ad-body-repeat: Ἡ Ἑλληνικὴ Βιομηχανία Ζαχάρεως γνωστοποιεῖ εἰς τοὺς ἐνδιαφερομένους καλλιεργητὰς ὅτι ἡ τευτλοκαλλιέργεια διὰ τὸ ἔτος 1965 θὰ ἐπεκταθῇ εἰς νέας περιοχὰς τῆς Μακεδονίας καὶ τῆς Θεσσαλίας. Οἱ παραγωγοὶ οἱ ὁποῖοι ἐπιθυμοῦν νὰ καλλιεργήσουν σακχαρότευτλα πρέπει νὰ ὑποβάλουν δηλώσεις εἰς τὰ κατὰ τόπους γραφεῖα τῆς Ἐταιρείας μέχρι τῆς 28ης Φεβρουαρίου. Ἡ Βιομηχανία θὰ χορηγήσῃ σπόρον, λιπάσματα καὶ τεχνικὴν καθοδήγησιν, θὰ ἀγοράσῃ δὲ ὁλόκληρον τὴν παραγωγὴν εἰς τὴν τιμὴν ποὺ καθορίζει τὸ Κράτος. Ἡ καλλιέργεια τῶν τεύτλων ἀποδίδει εἰς τὸν παραγωγὸν εἰσόδημα πολὺ ἀνώτερον ἐκείνου τῶν ἄλλων καλλιεργειῶν, ἐνῷ συγχρόνως βελτιώνει τὸ ἔδαφος διὰ τὰς ἑπομένας καλλιέργειας. Τὰ ἐργοστάσια τῆς Λαρίσης, τῶν Σερρῶν καὶ τῆς Πτολεμαΐδος θὰ ἐπεξεργασθοῦν τὰ τεῦτλα τῆς νέας ἐσοδείας. Πληροφορίαι δίδονται εἰς τὰ Γραφεῖα τῆς Ἐταιρείας καὶ εἰς τὰς κατὰ τόπους Γεωργικὰς Ὑπηρεσίας. [264,1373,568,1638]
calendar-sun: Ἀνατολὴ ἡλίου 7.24, Δύσις 5.56 [94,111,230,134]
crossword-cell [829,999,851,1021]
crossword-cell [829,1043,851,1065]
crossword-cell: 2 [807,912,829,934]
thanks-heading: Εὐχαριστήριον [829,819,923,835]
lectures-heading: ΔΙΑΛΕΞΕΙΣ [646,572,710,585]
table-row: 1963 ΔΕ 324 324.50 +0.16 [1174,191,1362,202]
crossword-cell: 4 [851,912,873,934]
table-row: 1960 ΔΕΗ 154.50 154.50 -0.32 [1174,257,1362,269]
column-divider [249,60,250,2299]
table-row: 1964 Ἀνασ. 503 503.50 +0.10 [1174,354,1369,366]
crossword-cell [917,956,939,977]
tax-office-notice [977,817,1162,935]
society-text: Ὁ κ. καὶ ἡ κ. Τζ. Ραΐλλου ἔδωσαν δεξίωσιν εἰς τὴν ἐπὶ τῆς ὁδοῦ Βασ. Σοφίας οἰκίαν των, πρὸς τιμὴν τοῦ ἀφιχθέντος ἐξ Ἀμερικῆς ζεύγους Σ. Πετρίδη. Παρευρέθησαν ὁ κ. Ἀλ. Βασιλείου, ὁ κ. καὶ ἡ κ. Ἰ. Κάλλας, ἡ κ. Μ. Σταυροπούλου, ὁ κ. καὶ ἡ κ. Ν. Βαρβαρέσου, ὁ κ. Κ. Καραθεοδωρῆς, ἡ δὶς Λ. Παπαδάκη, ὁ κ. καὶ ἡ κ. Δ. Χατζηδάκη, ὁ κ. Π. Σοφιανόπουλος καὶ πολλοὶ ἄλλοι. Μετὰ τὸ δεῖπνον ἐχόρευσαν μέχρι πρωίας. Τὴν προσεχῆ Κυριακὴν θὰ δοθῇ χορὸς εἰς τὴν Μεγάλην Βρεταννίαν πρὸς ἐνίσχυσιν τοῦ φιλανθρωπικοῦ σωματείου. [584,179,773,369]
sugar-ad-subtitle: ΚΕΝΤΡΙΚΑΙ ΥΠΗΡΕΣΙΑΙ [322,1000,510,1019]
sugar-ad-title: ΕΛΛΗΝΙΚΗ ΒΙΟΜΗΧΑΝΙΑ ΖΑΧΑΡΕΩΣ Α.Ε. [256,969,576,994]
second-program-heading: ΔΕΥΤΕΡΟ ΠΡΟΓΡΑΜΜΑ [99,642,225,654]
namedays-text: Ὁ κ. Χαράλαμπος Γεωργ. Ναρμάς, δικηγόρος, δὲν θὰ δεχθῇ τὴν ἑορτήν του. [783,549,969,583]
table-row: Ἡλεκτρ. ΑΠ 150 150 [1174,213,1307,225]
tax-notice-subheading: ΑΠΟΔΕΙΚΤΙΚΟΝ [1034,844,1104,854]
crossword-cell: 8 [939,912,961,934]
london-loans-text: Λονδίνον 8 Φεβρουαρίου. Τιμαὶ ἑλληνικῶν δανείων: 1881 5% 97 — 1884 4% 24 — 1889 4% 23 — 1910 4% 22 — 1914 5% 21 — 1924 7% 28 — 1928 6% 24. [1383,503,1586,563]
crossword-cell [895,1021,917,1043]
crossword-cell [807,1021,829,1043]
crossword-cell [851,1021,873,1043]
crossword-cell [939,1087,961,1109]
crossword-cell [895,1087,917,1109]
hospital-notice-heading: ΙΠΠΟΚΡΑΤΕΙΟΝ ΓΕΝΙΚΟΝ ΝΟΣΟΚΟΜΕΙΟΝ ΑΘΗΝΩΝ [434,528,557,550]
crossword-cell: 7 [917,912,939,934]
crossword-cell [807,999,829,1021]
social-title: ΚΟΙΝΩΝΙΚΑ [783,369,1162,426]
obituary-text: Ὁ «Ἐλευθέριος τοῦ Νικηφόρου» ἀνακοινώνει μὲ βαθυτάτην λύπην τὸν θάνατον τοῦ ἐκλεκτοῦ συνεργάτου του Νίκου Ναουμίδη, συγγραφέως καὶ δημοσιογράφου. Ἡ κηδεία του θὰ γίνῃ σήμερον 3 μ.μ. ἐκ τοῦ Α΄ Νεκροταφείου. [584,755,773,838]
thanks-text: Εὐχαριστοῦμεν θερμῶς πάντας ὅσοι μᾶς συνεπαρηστάθησαν εἰς τὸ βαρὺ πένθος μας διὰ τὸν θάνατον τῆς ΠΑΤΕΝΙΚΗΣ Θ. ΗΛΙΑΔΗ. [783,839,969,886]
corset-ad-line2: Ε. ΣΤΑΜΑΤΙΟΥ [102,2262,226,2282]
foreign-exchanges-heading: ΧΡΗΜΑΤΙΣΤΗΡΙΑ ΕΞΩΤΕΡΙΚΟΥ [1403,470,1565,483]
masthead-ornament [70,26,150,28]
spectacles-heading: ΘΕΑΜΑΤΑ [349,60,479,80]
table-row: Ἡλεκτρ. ΗΣ 140 140 [1174,224,1307,236]
table-row: Ἠλεκτρ. 205 — [1385,331,1509,343]
tax-office-heading: ΟΙΚΟΝΟΜΙΚΗ ΕΦΟΡΙΑ ΚΛΗΡΟΝΟΜΙΩΝ ΑΘΗΝΩΝ [100,1657,224,1679]
table-row: Ἐμπορ. 840 850 +1.19 [1385,180,1572,192]
column-divider [1167,60,1168,2299]
gold-market-heading: Ἡ διεθνὴς ἀγορὰ χρυσοῦ [1207,725,1342,741]
pyrgos-text: Τὴν Πέμπτην 11 Φεβρουαρίου ἡ Ἕνωσις τῶν Πυργίων Ἀθηνῶν ὀργανώνει ἑσπερίδα μὲ χορόν εἰς τὴν αἴθουσαν τοῦ ξενοδοχείου «Κινγκ Τζώρτζ». Τὸ καθαρὸν ποσὸν θὰ διατεθῇ ὑπὲρ τῶν ἀπόρων μαθητῶν τῆς πόλεως. [584,1142,773,1225]
letter-heading: ΜΙΑ ΕΠΙΣΤΟΛΗ [638,1329,718,1341]
table-row: Ἐθνική Ἀσφ. 2900 2900 [1385,246,1535,258]
pharmacies-piraeus-heading: Π Ε Ι Ρ Α Ι Ε Υ Σ [125,1179,200,1190]
admiral-portrait [994,560,1145,731]
